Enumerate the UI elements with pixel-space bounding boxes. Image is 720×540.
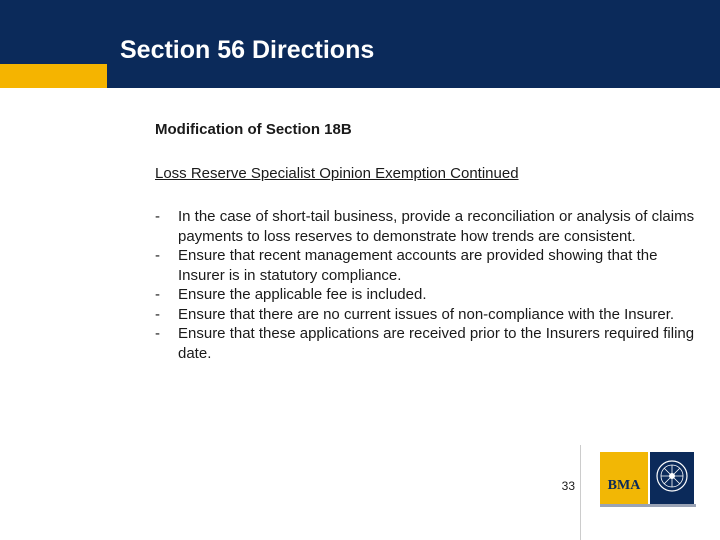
- slide-subtitle: Modification of Section 18B: [155, 121, 352, 138]
- bullet-text: Ensure that there are no current issues of non-compliance with the Insurer.: [178, 305, 675, 323]
- bullet-dash: -: [155, 325, 160, 342]
- logo-caption-bar: [600, 504, 696, 507]
- bullet-dash: -: [155, 305, 160, 323]
- bullet-dash: -: [155, 247, 160, 264]
- seal-graphic: [650, 452, 694, 504]
- slide-title: Section 56 Directions: [120, 36, 375, 64]
- bullet-item: [155, 305, 700, 325]
- bullet-item: [155, 246, 700, 285]
- header-accent-bar: [0, 64, 107, 88]
- footer-divider: [580, 445, 581, 540]
- bullet-item: [155, 324, 700, 363]
- bullet-text: Ensure that recent management accounts are provided showing that the Insurer is in statutory compliance.: [178, 247, 658, 284]
- bullet-list: [155, 207, 700, 363]
- page-number: 33: [561, 479, 575, 493]
- bullet-text: Ensure the applicable fee is included.: [178, 286, 427, 303]
- bma-seal-icon: [650, 452, 694, 504]
- bullet-item: [155, 285, 700, 305]
- bullet-dash: -: [155, 286, 160, 303]
- bma-logo-text: BMA: [607, 478, 641, 493]
- bullet-text: In the case of short-tail business, provide a reconciliation or analysis of claims payments to loss reserves to demonstrate how trends are consistent.: [178, 208, 695, 245]
- section-heading: Loss Reserve Specialist Opinion Exemption Continued: [155, 165, 519, 182]
- bullet-dash: -: [155, 208, 160, 225]
- bullet-text: Ensure that these applications are received prior to the Insurers required filing date.: [178, 325, 695, 362]
- bullet-item: [155, 207, 700, 246]
